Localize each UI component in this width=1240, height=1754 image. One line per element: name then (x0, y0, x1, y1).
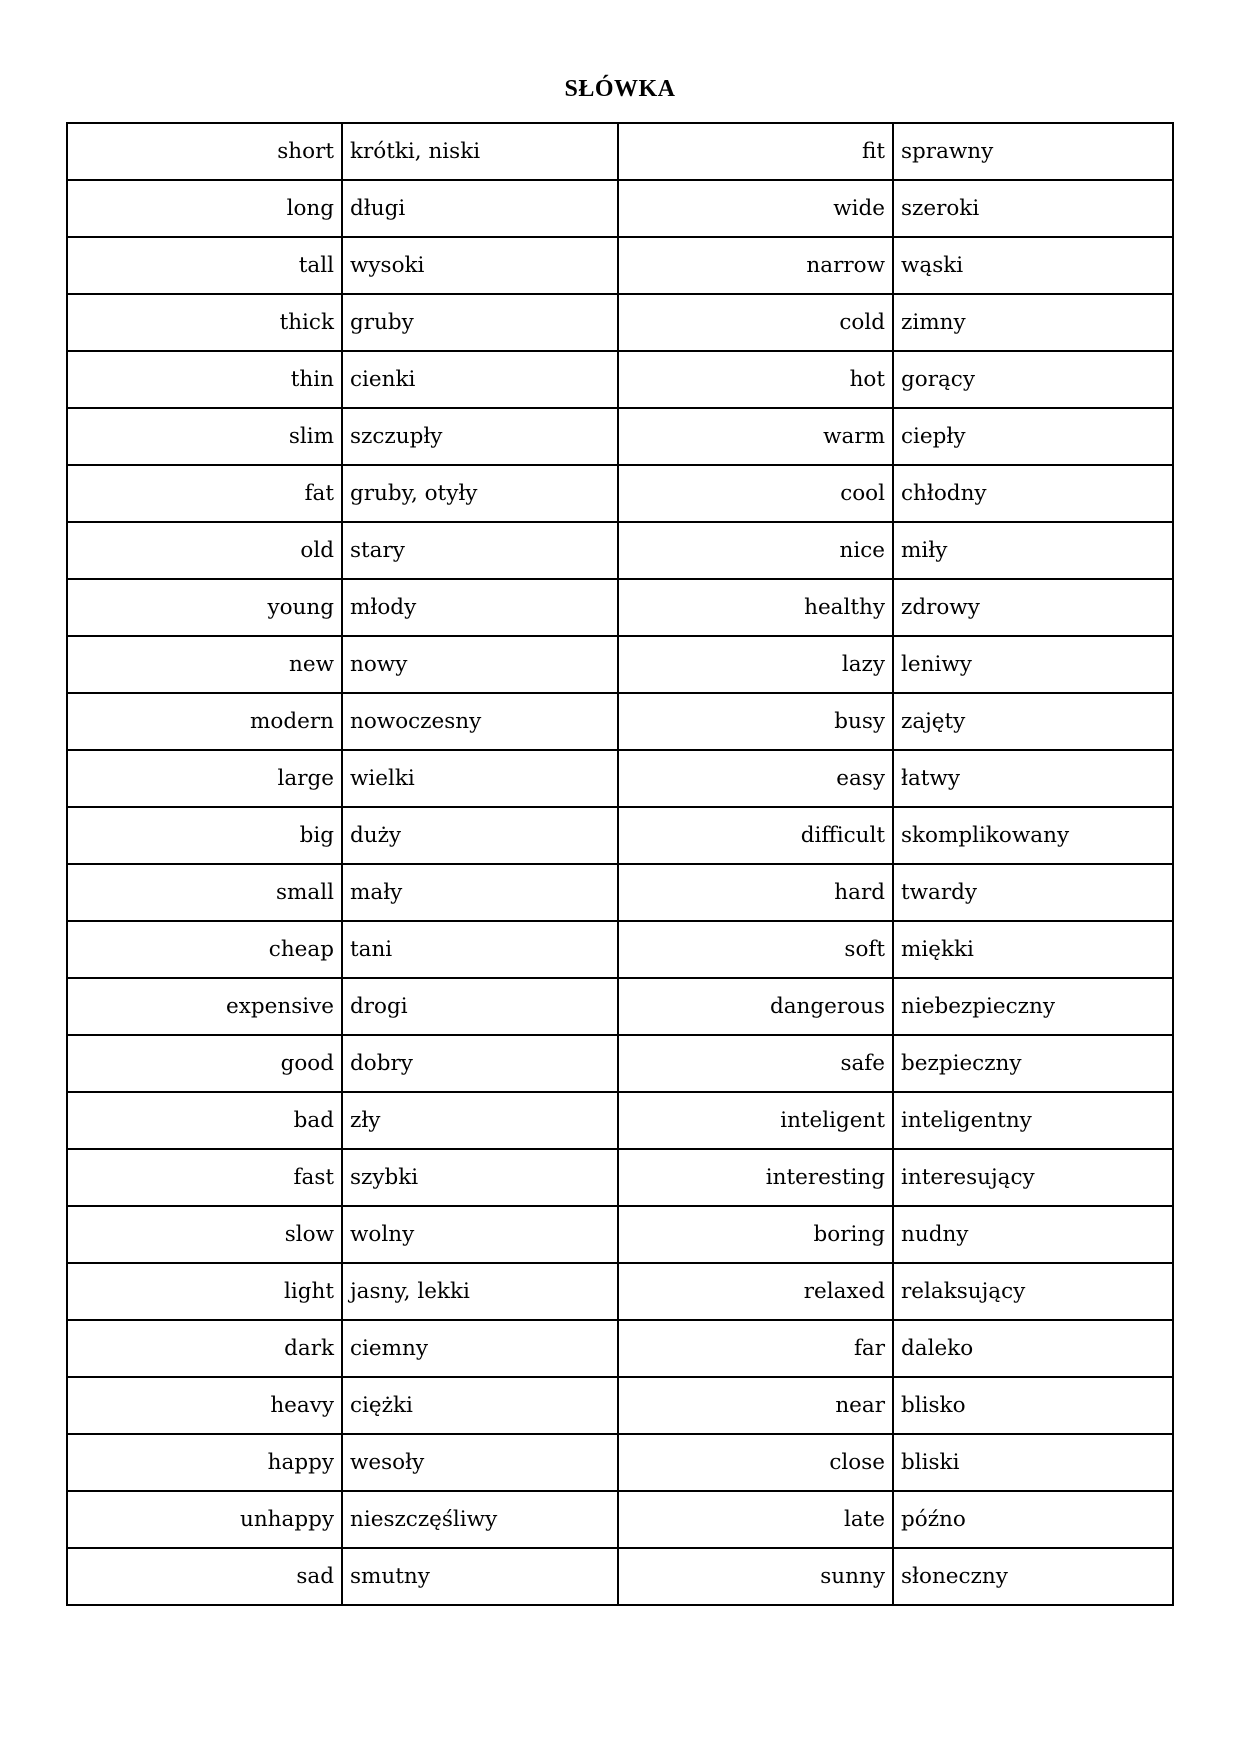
english-word-right: safe (618, 1035, 893, 1092)
table-row (67, 1263, 1173, 1320)
table-row (67, 522, 1173, 579)
polish-translation-right: bezpieczny (893, 1035, 1173, 1092)
polish-translation-right: miękki (893, 921, 1173, 978)
english-word-right: busy (618, 693, 893, 750)
english-word-left: sad (67, 1548, 342, 1605)
english-word-left: large (67, 750, 342, 807)
vocabulary-table (66, 122, 1174, 1606)
english-word-right: soft (618, 921, 893, 978)
polish-translation-left: tani (342, 921, 618, 978)
english-word-left: light (67, 1263, 342, 1320)
polish-translation-left: duży (342, 807, 618, 864)
english-word-left: thin (67, 351, 342, 408)
english-word-left: slim (67, 408, 342, 465)
polish-translation-left: stary (342, 522, 618, 579)
polish-translation-right: inteligentny (893, 1092, 1173, 1149)
polish-translation-right: zdrowy (893, 579, 1173, 636)
polish-translation-right: bliski (893, 1434, 1173, 1491)
english-word-right: lazy (618, 636, 893, 693)
polish-translation-left: nowoczesny (342, 693, 618, 750)
polish-translation-right: zajęty (893, 693, 1173, 750)
english-word-left: young (67, 579, 342, 636)
table-row (67, 237, 1173, 294)
polish-translation-left: wolny (342, 1206, 618, 1263)
table-row (67, 123, 1173, 180)
english-word-left: thick (67, 294, 342, 351)
english-word-right: boring (618, 1206, 893, 1263)
polish-translation-left: mały (342, 864, 618, 921)
english-word-left: fast (67, 1149, 342, 1206)
table-row (67, 750, 1173, 807)
polish-translation-left: szczupły (342, 408, 618, 465)
table-row (67, 864, 1173, 921)
table-row (67, 921, 1173, 978)
table-row (67, 1206, 1173, 1263)
english-word-right: difficult (618, 807, 893, 864)
english-word-right: narrow (618, 237, 893, 294)
table-row (67, 180, 1173, 237)
polish-translation-left: nieszczęśliwy (342, 1491, 618, 1548)
table-row (67, 978, 1173, 1035)
polish-translation-right: wąski (893, 237, 1173, 294)
table-row (67, 1377, 1173, 1434)
english-word-right: dangerous (618, 978, 893, 1035)
english-word-right: far (618, 1320, 893, 1377)
table-row (67, 294, 1173, 351)
english-word-left: new (67, 636, 342, 693)
polish-translation-left: szybki (342, 1149, 618, 1206)
polish-translation-right: leniwy (893, 636, 1173, 693)
polish-translation-left: drogi (342, 978, 618, 1035)
english-word-right: interesting (618, 1149, 893, 1206)
english-word-left: small (67, 864, 342, 921)
english-word-right: warm (618, 408, 893, 465)
polish-translation-right: sprawny (893, 123, 1173, 180)
page-title: SŁÓWKA (564, 76, 676, 102)
table-row (67, 408, 1173, 465)
polish-translation-left: młody (342, 579, 618, 636)
english-word-left: tall (67, 237, 342, 294)
polish-translation-left: cienki (342, 351, 618, 408)
table-row (67, 693, 1173, 750)
english-word-left: dark (67, 1320, 342, 1377)
english-word-left: good (67, 1035, 342, 1092)
english-word-left: cheap (67, 921, 342, 978)
english-word-left: modern (67, 693, 342, 750)
english-word-right: close (618, 1434, 893, 1491)
table-row (67, 465, 1173, 522)
polish-translation-right: miły (893, 522, 1173, 579)
polish-translation-left: zły (342, 1092, 618, 1149)
polish-translation-left: ciężki (342, 1377, 618, 1434)
english-word-right: fit (618, 123, 893, 180)
table-row (67, 1092, 1173, 1149)
english-word-right: easy (618, 750, 893, 807)
polish-translation-left: gruby, otyły (342, 465, 618, 522)
polish-translation-left: długi (342, 180, 618, 237)
english-word-left: old (67, 522, 342, 579)
table-row (67, 1035, 1173, 1092)
english-word-right: near (618, 1377, 893, 1434)
polish-translation-left: nowy (342, 636, 618, 693)
polish-translation-right: zimny (893, 294, 1173, 351)
polish-translation-left: wesoły (342, 1434, 618, 1491)
polish-translation-right: relaksujący (893, 1263, 1173, 1320)
english-word-left: heavy (67, 1377, 342, 1434)
english-word-right: inteligent (618, 1092, 893, 1149)
polish-translation-left: jasny, lekki (342, 1263, 618, 1320)
polish-translation-left: ciemny (342, 1320, 618, 1377)
polish-translation-left: gruby (342, 294, 618, 351)
table-row (67, 1149, 1173, 1206)
english-word-left: slow (67, 1206, 342, 1263)
polish-translation-right: chłodny (893, 465, 1173, 522)
polish-translation-right: łatwy (893, 750, 1173, 807)
polish-translation-right: daleko (893, 1320, 1173, 1377)
polish-translation-left: wielki (342, 750, 618, 807)
table-row (67, 807, 1173, 864)
table-row (67, 579, 1173, 636)
english-word-right: late (618, 1491, 893, 1548)
english-word-right: sunny (618, 1548, 893, 1605)
table-row (67, 1548, 1173, 1605)
english-word-left: long (67, 180, 342, 237)
polish-translation-right: słoneczny (893, 1548, 1173, 1605)
polish-translation-right: nudny (893, 1206, 1173, 1263)
english-word-right: wide (618, 180, 893, 237)
english-word-right: hot (618, 351, 893, 408)
polish-translation-right: gorący (893, 351, 1173, 408)
english-word-right: hard (618, 864, 893, 921)
english-word-left: bad (67, 1092, 342, 1149)
table-row (67, 1320, 1173, 1377)
table-row (67, 1491, 1173, 1548)
polish-translation-right: blisko (893, 1377, 1173, 1434)
english-word-left: short (67, 123, 342, 180)
english-word-left: fat (67, 465, 342, 522)
table-row (67, 1434, 1173, 1491)
english-word-left: happy (67, 1434, 342, 1491)
english-word-left: big (67, 807, 342, 864)
polish-translation-right: skomplikowany (893, 807, 1173, 864)
english-word-left: unhappy (67, 1491, 342, 1548)
polish-translation-right: interesujący (893, 1149, 1173, 1206)
vocabulary-table-body (67, 123, 1173, 1605)
polish-translation-left: smutny (342, 1548, 618, 1605)
polish-translation-right: niebezpieczny (893, 978, 1173, 1035)
english-word-right: nice (618, 522, 893, 579)
english-word-right: cool (618, 465, 893, 522)
polish-translation-right: szeroki (893, 180, 1173, 237)
polish-translation-left: krótki, niski (342, 123, 618, 180)
table-row (67, 636, 1173, 693)
table-row (67, 351, 1173, 408)
polish-translation-left: dobry (342, 1035, 618, 1092)
polish-translation-right: późno (893, 1491, 1173, 1548)
polish-translation-right: ciepły (893, 408, 1173, 465)
polish-translation-left: wysoki (342, 237, 618, 294)
polish-translation-right: twardy (893, 864, 1173, 921)
english-word-right: healthy (618, 579, 893, 636)
english-word-left: expensive (67, 978, 342, 1035)
english-word-right: cold (618, 294, 893, 351)
english-word-right: relaxed (618, 1263, 893, 1320)
